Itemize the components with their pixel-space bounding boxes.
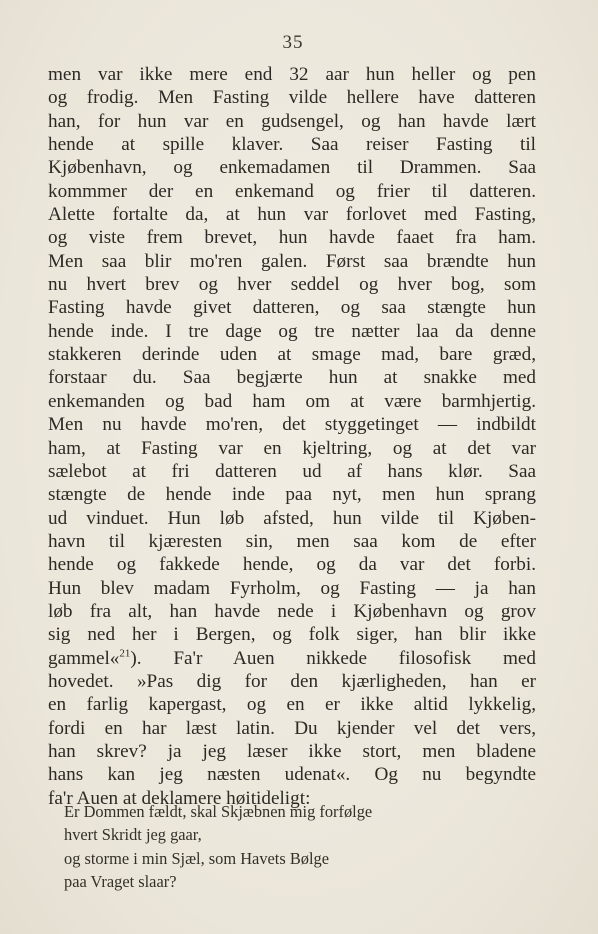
text-line: men var ikke mere end 32 aar hun heller og pen	[48, 64, 536, 85]
text-line: en farlig kapergast, og en er ikke altid lykkelig,	[48, 694, 536, 716]
text-line: Fasting havde givet datteren, og saa stængte hun	[48, 297, 536, 319]
text-line: Hun blev madam Fyrholm, og Fasting — ja han	[48, 577, 536, 599]
poem-line: paa Vraget slaar?	[64, 872, 177, 892]
text-line: nu hvert brev og hver seddel og hver bog, som	[48, 274, 536, 296]
text-fragment: gammel«	[48, 647, 120, 669]
text-line: Alette fortalte da, at hun var forlovet med Fasting,	[48, 204, 536, 226]
footnote-reference[interactable]: 21	[119, 647, 131, 660]
text-line: Men nu havde mo'ren, det styggetinget — indbildt	[48, 414, 536, 436]
text-line: hovedet. »Pas dig for den kjærligheden, han er	[48, 670, 536, 692]
text-line: sælebot at fri datteren ud af hans klør. Saa	[48, 460, 536, 482]
text-line: og viste frem brevet, hun havde faaet fra ham.	[48, 227, 536, 249]
text-line: kommmer der en enkemand og frier til datteren.	[48, 180, 536, 202]
text-fragment: ). Fa'r Auen nikkede filosofisk med	[130, 647, 536, 669]
text-line: ud vinduet. Hun løb afsted, hun vilde til Kjøben-	[48, 507, 536, 529]
text-line: stakkeren derinde uden at smage mad, bare græd,	[48, 344, 536, 366]
poem-line: hvert Skridt jeg gaar,	[64, 825, 202, 845]
text-line: fa'r Auen at deklamere høitideligt:	[48, 787, 311, 809]
text-line-with-footnote	[48, 647, 536, 670]
poem-line: og storme i min Sjæl, som Havets Bølge	[64, 848, 329, 868]
text-line: sig ned her i Bergen, og folk siger, han blir ikke	[48, 624, 536, 646]
text-line: stængte de hende inde paa nyt, men hun sprang	[48, 484, 536, 506]
prose-paragraph	[48, 63, 536, 810]
text-line: ham, at Fasting var en kjeltring, og at det var	[48, 437, 536, 459]
text-line: forstaar du. Saa begjærte hun at snakke med	[48, 367, 536, 389]
text-line: hende inde. I tre dage og tre nætter laa da denne	[48, 320, 536, 342]
text-line: Men saa blir mo'ren galen. Først saa brændte hun	[48, 250, 536, 272]
poem-stanza	[64, 800, 484, 894]
text-line: og frodig. Men Fasting vilde hellere have datteren	[48, 87, 536, 109]
text-line: Kjøbenhavn, og enkemadamen til Drammen. Saa	[48, 157, 536, 179]
text-line: havn til kjæresten sin, men saa kom de efter	[48, 530, 536, 552]
text-line: hende og fakkede hende, og da var det forbi.	[48, 554, 536, 576]
text-line: enkemanden og bad ham om at være barmhjertig.	[48, 390, 536, 412]
poem-line: Er Dommen fældt, skal Skjæbnen mig forfølge	[64, 802, 373, 821]
text-line: hans kan jeg næsten udenat«. Og nu begyndte	[48, 764, 536, 786]
text-line: han, for hun var en gudsengel, og han havde lært	[48, 110, 536, 132]
text-line: fordi en har læst latin. Du kjender vel det vers,	[48, 717, 536, 739]
text-line: hende at spille klaver. Saa reiser Fasting til	[48, 134, 536, 156]
page-number: 35	[282, 32, 304, 53]
text-line: han skrev? ja jeg læser ikke stort, men bladene	[48, 740, 536, 762]
text-line: løb fra alt, han havde nede i Kjøbenhavn og grov	[48, 600, 536, 622]
